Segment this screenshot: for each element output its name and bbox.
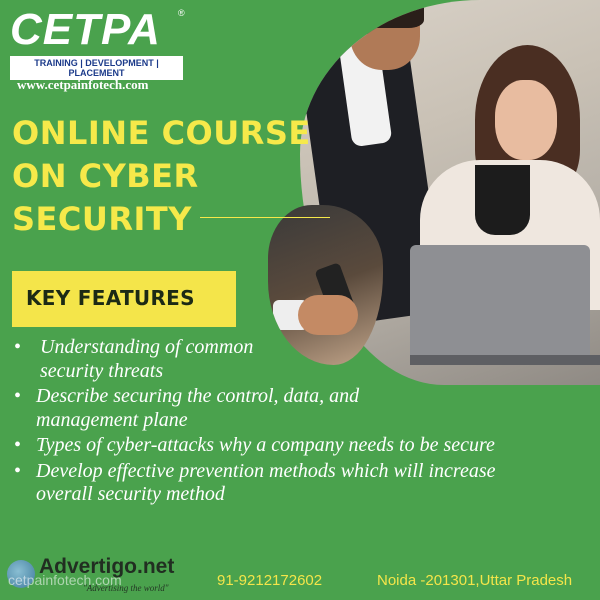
registered-mark: ® — [178, 8, 185, 18]
feature-text: Describe securing the control, data, and management plane — [36, 385, 360, 431]
cetpa-logo — [10, 6, 185, 80]
headline-line-2: ON CYBER — [12, 157, 199, 195]
headline-line-3: SECURITY — [12, 200, 192, 238]
website-url: www.cetpainfotech.com — [17, 77, 149, 92]
key-features-banner — [12, 271, 236, 327]
contact-address: Noida -201301,Uttar Pradesh — [377, 572, 573, 589]
feature-item — [14, 460, 554, 507]
feature-item — [14, 336, 554, 383]
feature-text: Understanding of common security threats — [40, 336, 254, 382]
feature-text: Types of cyber-attacks why a company needs to be secure — [36, 434, 495, 456]
footer-website: cetpainfotech.com — [8, 572, 122, 588]
logo-wordmark: CETPA — [10, 5, 161, 54]
course-headline — [12, 112, 352, 241]
watermark-slogan: "Advertising the world" — [83, 583, 169, 593]
man-hair — [348, 0, 424, 28]
headline-line-1: ONLINE COURSE — [12, 114, 311, 152]
headline-underline — [200, 217, 330, 218]
woman-face — [495, 80, 557, 160]
feature-list — [14, 336, 554, 509]
bullet-icon: • — [14, 459, 22, 482]
bullet-icon: • — [14, 385, 22, 407]
key-features-heading: KEY FEATURES — [26, 286, 195, 310]
watermark-name: Advertigo.net — [39, 555, 175, 578]
feature-text: Develop effective prevention methods which will increase overall security method — [36, 459, 496, 505]
bullet-icon: • — [14, 434, 22, 456]
logo-tagline: TRAINING | DEVELOPMENT | PLACEMENT — [10, 56, 183, 80]
feature-item — [14, 434, 554, 458]
contact-phone: 91-9212172602 — [217, 572, 323, 589]
feature-item — [14, 385, 554, 432]
bullet-icon: • — [14, 336, 22, 358]
hand — [298, 295, 358, 335]
woman-top — [475, 165, 530, 235]
